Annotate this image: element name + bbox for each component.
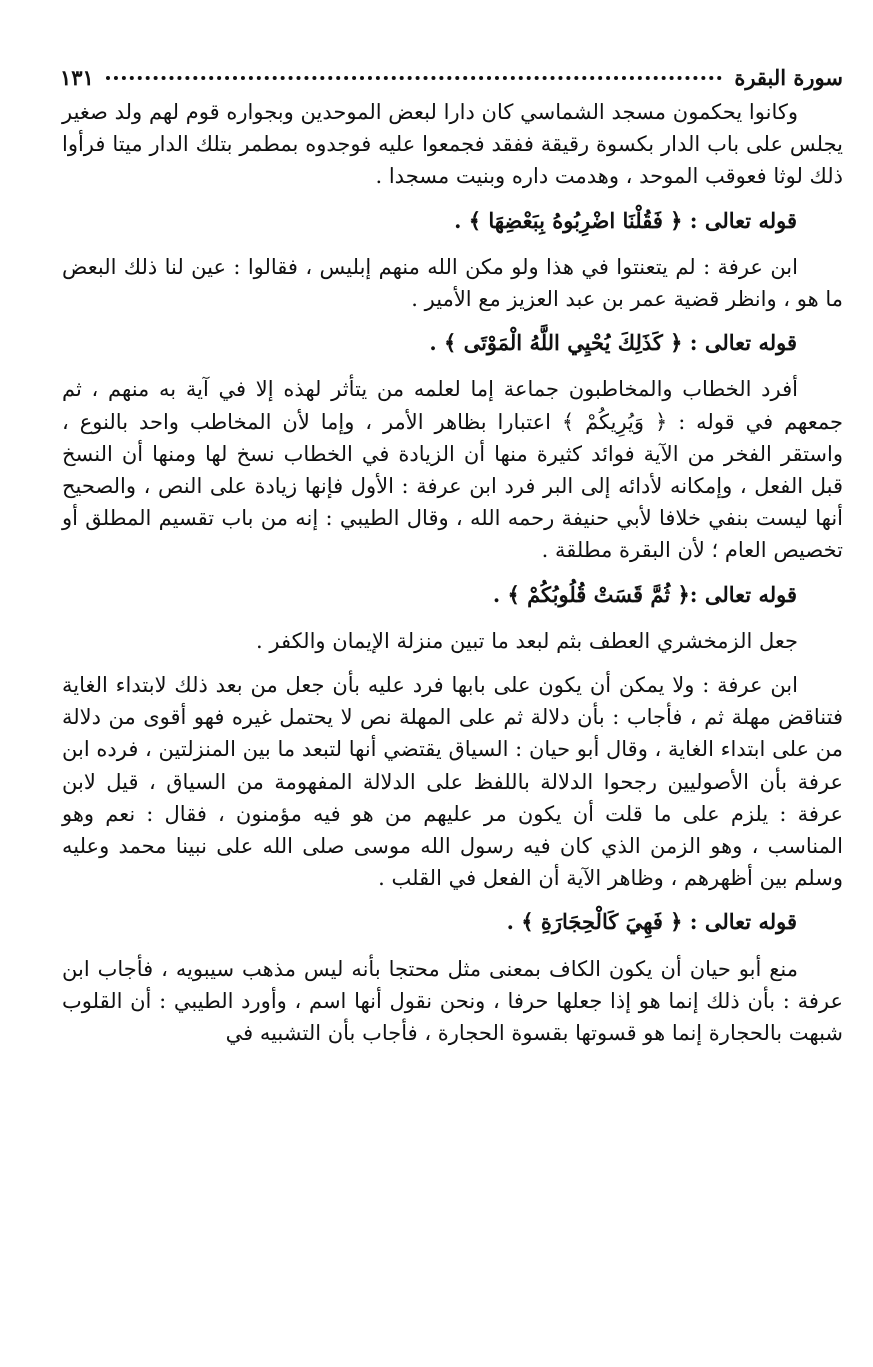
verse-heading: قوله تعالى : ﴿ فَقُلْنَا اضْرِبُوهُ بِبَعْضِهَا ﴾ . <box>454 207 797 233</box>
page-body <box>62 96 843 1061</box>
verse-heading: قوله تعالى : ﴿ فَهِيَ كَالْحِجَارَةِ ﴾ . <box>506 909 797 935</box>
body-paragraph: وكانوا يحكمون مسجد الشماسي كان دارا لبعض الموحدين وبجواره قوم لهم ولد صغير يجلس على باب الدار بكسوة رقيقة ففقد فجمعوا عليه فوجدوه بمطمر بتلك الدار ميتا فرأوا ذلك لوثا فعوقب الموحد ، وهدمت داره وبنيت مسجدا . <box>62 100 843 189</box>
body-paragraph: منع أبو حيان أن يكون الكاف بمعنى مثل محتجا بأنه ليس مذهب سيبويه ، فأجاب ابن عرفة : بأن ذلك إنما هو إذا جعلها حرفا ، ونحن نقول أنها اسم ، وأورد الطيبي : أن القلوب شبهت بالحجارة إنما هو قسوتها بقسوة الحجارة ، فأجاب بأن التشبيه في <box>62 956 843 1046</box>
verse-heading: قوله تعالى :﴿ ثُمَّ قَسَتْ قُلُوبُكُمْ ﴾ . <box>492 581 797 607</box>
running-header <box>60 50 843 90</box>
body-paragraph: ابن عرفة : ولا يمكن أن يكون على بابها فرد عليه بأن جعل من بعد ذلك لابتداء الغاية فتناقض مهلة ثم ، فأجاب : بأن دلالة ثم على المهلة نص لا يحتمل غيره فهو أقوى من دلالة من على ابتداء الغاية ، وقال أبو حيان : السياق يقتضي أنها لتبعد ما بين المنزلتين ، فرده ابن عرفة بأن الأصوليين رجحوا الدلالة باللفظ على الدلالة المفهومة من السياق ، قيل لابن عرفة : يلزم على ما قلت أن يكون مر عليهم من هو فيه مؤمنون ، فقال : نعم وهو المناسب ، وهو الزمن الذي كان فيه رسول الله موسى صلى الله على نبينا محمد وعليه وسلم بين أظهرهم ، وظاهر الآية أن الفعل في القلب . <box>62 673 843 891</box>
surah-title: سورة البقرة <box>734 65 843 90</box>
page-number: ١٣١ <box>60 65 94 90</box>
verse-heading: قوله تعالى : ﴿ كَذَلِكَ يُحْيِي اللَّهُ الْمَوْتَى ﴾ . <box>429 330 797 356</box>
header-dotted-leader <box>106 64 722 80</box>
body-paragraph: جعل الزمخشري العطف بثم لبعد ما تبين منزلة الإيمان والكفر . <box>256 628 798 653</box>
body-paragraph: ابن عرفة : لم يتعنتوا في هذا ولو مكن الله منهم إبليس ، فقالوا : عين لنا ذلك البعض ما هو ، وانظر قضية عمر بن عبد العزيز مع الأمير . <box>62 254 843 312</box>
body-paragraph: أفرد الخطاب والمخاطبون جماعة إما لعلمه من يتأثر لهذه إلا في آية به منهم ، ثم جمعهم في قوله : ﴿ وَيُرِيكُمْ ﴾ اعتبارا بظاهر الأمر ، وإما لأن المخاطب واحد بالنوع ، واستقر الفخر من الآية فوائد كثيرة منها أن الزيادة في الخطاب نسخ لها ومنها أن النسخ قبل الفعل ، وإمكانه لأدائه إلى البر فرد ابن عرفة : الأول فإنها زيادة على النص ، والصحيح أنها ليست بنفي خلافا لأبي حنيفة رحمه الله ، وقال الطيبي : إنه من باب تقسيم المطلق أو تخصيص العام ؛ لأن البقرة مطلقة . <box>62 377 843 563</box>
